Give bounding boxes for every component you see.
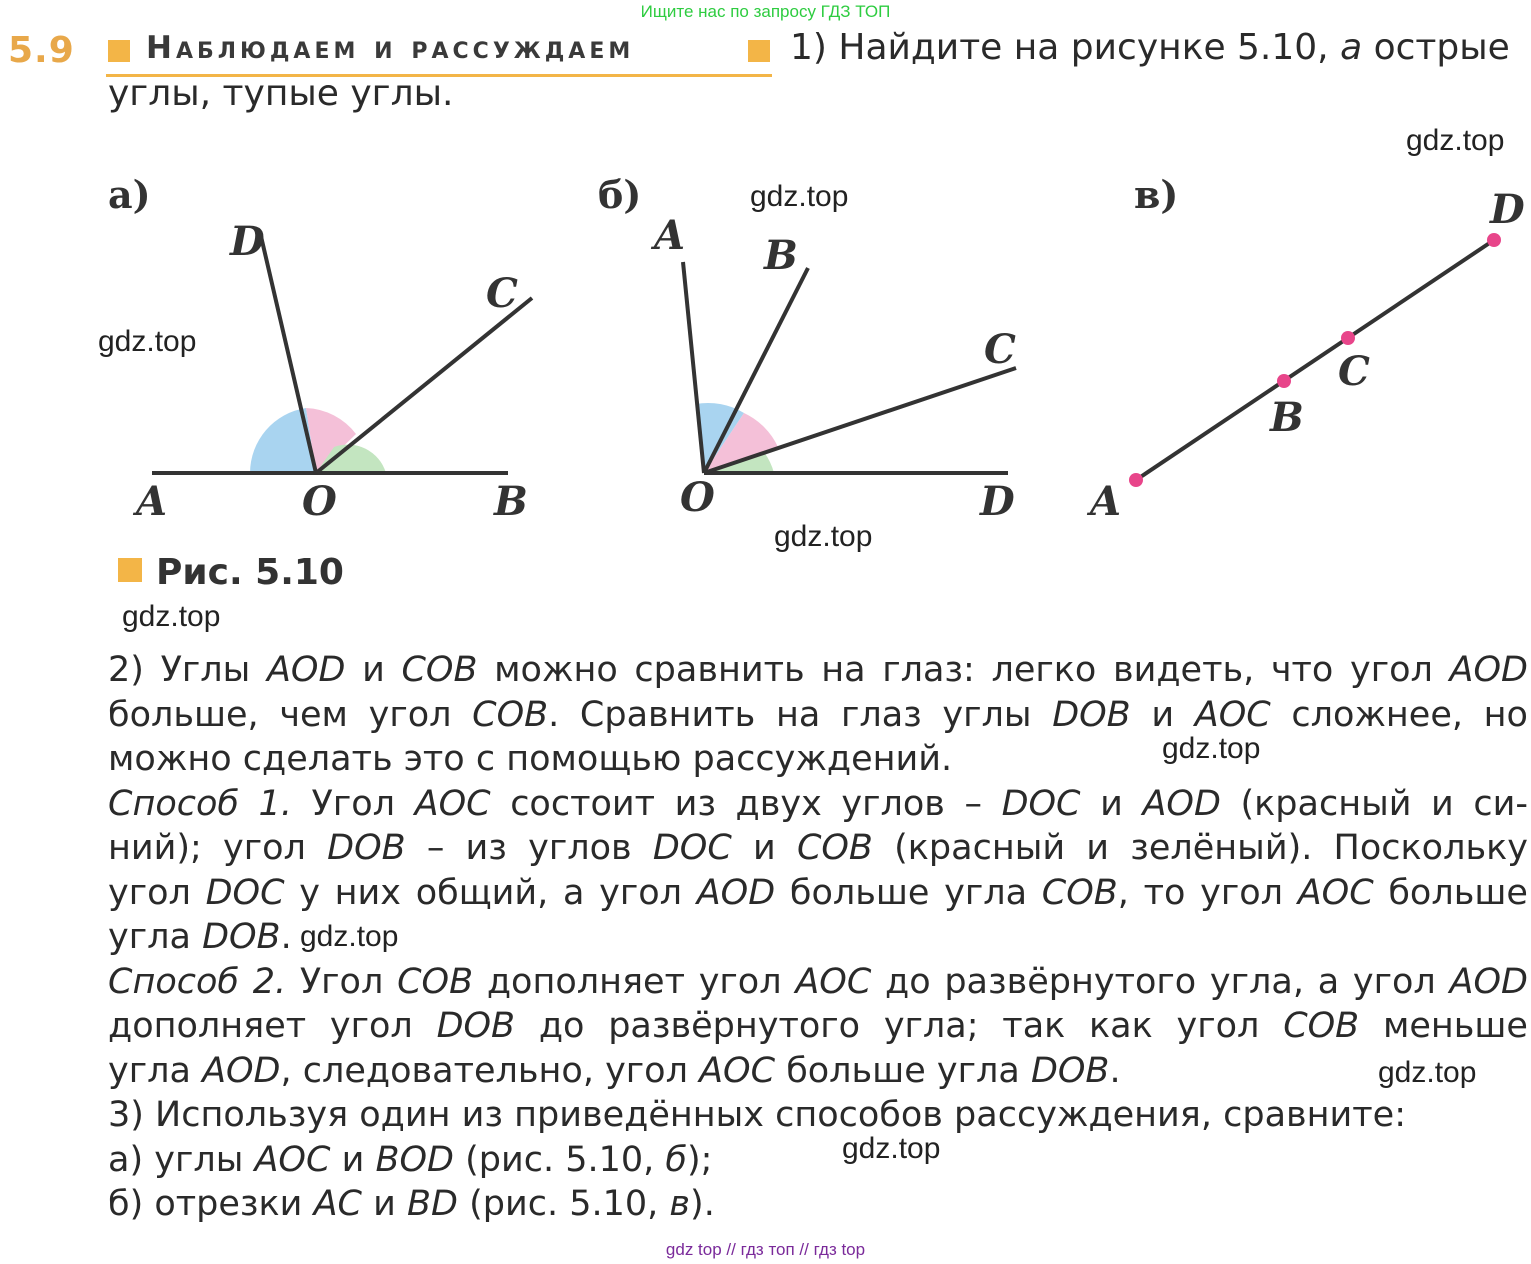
angle-aod-fill [250,408,316,473]
watermark-2: gdz.top [750,180,849,213]
label-b-c: C [984,326,1016,373]
m2-line1: Способ 2. Угол COB дополняет угол AOC до развёрнутого угла, а угол AOD [108,961,1528,1002]
ray-oc [316,298,532,473]
figure-c [1129,233,1501,487]
watermark-7: gdz.top [300,920,399,953]
p2-line3: можно сделать это с помощью рассуждений. [108,739,953,779]
label-a-o: O [302,478,337,525]
figure-label-b: б) [598,172,642,217]
label-c-c: C [1338,348,1370,395]
label-b-d: D [980,478,1015,525]
figure-caption [118,552,344,593]
watermark-8: gdz.top [1378,1056,1477,1089]
caption-square [118,558,142,582]
watermark-9: gdz.top [842,1132,941,1165]
watermark-3: gdz.top [98,325,197,358]
m1-line2: ний); угол DOB – из углов DOC и COB (красный и зелёный). Поскольку [108,828,1528,868]
point-c-dot [1341,331,1355,345]
task1-line2: углы, тупые углы. [108,73,454,114]
label-a-b: B [494,478,528,525]
label-b-b: B [764,232,798,279]
label-c-d: D [1490,186,1525,233]
task1-line1-end: острые [1373,27,1510,68]
task1-line1-text: 1) Найдите на рисунке 5.10, [790,27,1329,68]
watermark-1: gdz.top [1406,124,1505,157]
m2-line2: дополняет угол DOB до развёрнутого угла; так как угол COB меньше [108,1006,1528,1046]
section-number: 5.9 [8,30,75,71]
figure-a [152,232,532,473]
p2-line2: больше, чем угол COB. Сравнить на глаз углы DOB и AOC сложнее, но [108,694,1528,735]
label-a-a: A [136,478,168,525]
figure-label-a: а) [108,172,151,217]
p3-line3: б) отрезки AC и BD (рис. 5.10, в). [108,1184,715,1224]
task1-line1-italic: а [1340,27,1363,68]
body-text [108,648,1528,1227]
label-c-a: A [1090,478,1122,525]
watermark-6: gdz.top [1162,732,1261,765]
m1-line3: угол DOC у них общий, а угол AOD больше угла COB, то угол AOC больше [108,872,1528,913]
bottom-banner: gdz top // гдз топ // гдз top [665,1240,866,1259]
point-d-dot [1487,233,1501,247]
ray-oa-b [683,262,704,473]
watermark-5: gdz.top [122,600,221,633]
label-b-o: O [680,474,715,521]
figure-label-c: в) [1134,172,1179,217]
point-a-dot [1129,473,1143,487]
caption-text: Рис. 5.10 [156,552,344,593]
label-c-b: B [1270,394,1304,441]
label-a-c: C [486,270,518,317]
top-banner: Ищите нас по запросу ГДЗ ТОП [640,2,891,21]
m1-line1: Способ 1. Угол AOC состоит из двух углов – DOC и AOD (красный и си- [108,783,1528,824]
m2-line3: угла AOD, следовательно, угол AOC больше угла DOB. [108,1050,1121,1091]
section-title: Наблюдаем и рассуждаем [146,30,635,66]
figure-b [683,262,1016,473]
label-a-d: D [230,218,265,265]
m1-line4: угла DOB. [108,917,292,957]
point-b-dot [1277,374,1291,388]
p3-line1: 3) Используя один из приведённых способов рассуждения, сравните: [108,1095,1406,1135]
p2-line1: 2) Углы AOD и COB можно сравнить на глаз: легко видеть, что угол AOD [108,650,1528,690]
label-b-a: A [654,212,686,259]
watermark-4: gdz.top [774,520,873,553]
p3-line2: а) углы AOC и BOD (рис. 5.10, б); [108,1139,713,1180]
segment-ad [1136,240,1494,480]
